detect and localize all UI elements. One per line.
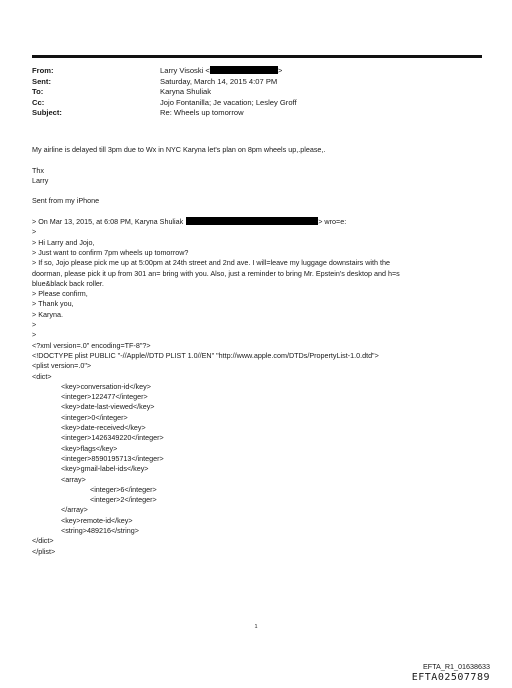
quote-line: >: [32, 320, 37, 330]
to-row: [32, 87, 482, 98]
body-text: Sent from my iPhone: [32, 196, 100, 206]
subject-value: Re: Wheels up tomorrow: [160, 108, 244, 117]
sent-row: [32, 77, 482, 88]
cc-row: [32, 98, 482, 109]
xml-line: <!DOCTYPE plist PUBLIC "-//Apple//DTD PLIST 1.0//EN" "http://www.apple.com/DTDs/PropertyList-1.0.dtd">: [32, 350, 379, 360]
xml-line: <key>remote-id</key>: [61, 515, 133, 525]
redaction-box: [210, 66, 278, 74]
from-label: From:: [32, 66, 54, 75]
xml-line: <integer>8590195713</integer>: [61, 453, 164, 463]
quote-line: > Hi Larry and Jojo,: [32, 237, 95, 247]
subject-row: [32, 108, 482, 119]
quote-line: doorman, please pick it up from 301 an= bring with you. Also, just a reminder to bring Mr. Epstein's desktop and h=s: [32, 268, 400, 278]
xml-line: <key>conversation-id</key>: [61, 381, 151, 391]
quote-line: > Karyna.: [32, 309, 63, 319]
quote-line: >: [32, 227, 37, 237]
xml-line: <key>date-last-viewed</key>: [61, 402, 155, 412]
from-suffix: >: [277, 66, 283, 75]
header-rule: [32, 55, 482, 58]
xml-line: </plist>: [32, 546, 56, 556]
email-header: [32, 66, 482, 119]
quote-line: > If so, Jojo please pick me up at 5:00pm at 24th street and 2nd ave. I will=leave my luggage downstairs with the: [32, 258, 390, 268]
xml-line: </array>: [61, 505, 88, 515]
xml-line: <integer>1426349220</integer>: [61, 433, 164, 443]
xml-line: <key>flags</key>: [61, 443, 118, 453]
quote-line: > Just want to confirm 7pm wheels up tomorrow?: [32, 247, 189, 257]
quote-line: >: [32, 330, 37, 340]
xml-line: <array>: [61, 474, 86, 484]
xml-line: <key>date-received</key>: [61, 423, 146, 433]
xml-line: <integer>0</integer>: [61, 412, 128, 422]
from-value: [160, 66, 482, 77]
sent-value: Saturday, March 14, 2015 4:07 PM: [160, 76, 278, 86]
quote-line: > Please confirm,: [32, 289, 88, 299]
from-name: Larry Visoski <: [160, 66, 210, 75]
xml-line: <integer>6</integer>: [90, 484, 157, 494]
from-row: [32, 66, 482, 77]
xml-line: <plist version=.0">: [32, 361, 92, 371]
quote-line: > Thank you,: [32, 299, 74, 309]
body-text: Larry: [32, 175, 49, 185]
xml-line: <dict>: [32, 371, 52, 381]
redaction-box: [186, 217, 318, 225]
to-value: Karyna Shuliak: [160, 87, 212, 96]
body-text: My airline is delayed till 3pm due to Wx in NYC Karyna let's plan on 8pm wheels up,.please,.: [32, 145, 326, 154]
xml-line: <key>gmail-label-ids</key>: [61, 464, 149, 474]
bates-stamp-large: EFTA02507789: [411, 672, 490, 683]
email-body: [32, 145, 487, 557]
quote-intro: > On Mar 13, 2015, at 6:08 PM, Karyna Shuliak > wro=e:: [32, 217, 347, 227]
bates-stamp-small: EFTA_R1_01638633: [423, 662, 490, 671]
xml-line: <?xml version=.0" encoding=TF-8"?>: [32, 340, 151, 350]
cc-label: Cc:: [32, 97, 45, 107]
xml-line: </dict>: [32, 536, 54, 546]
xml-line: <integer>122477</integer>: [61, 392, 148, 402]
cc-value: Jojo Fontanilla; Je vacation; Lesley Groff: [160, 97, 297, 107]
page-number: 1: [254, 624, 258, 630]
body-text: Thx: [32, 165, 44, 175]
subject-label: Subject:: [32, 108, 62, 117]
quote-line: blue&black back roller.: [32, 278, 104, 288]
sent-label: Sent:: [32, 76, 51, 86]
to-label: To:: [32, 87, 44, 96]
xml-line: <string>489216</string>: [61, 525, 139, 535]
xml-line: <integer>2</integer>: [90, 495, 157, 505]
